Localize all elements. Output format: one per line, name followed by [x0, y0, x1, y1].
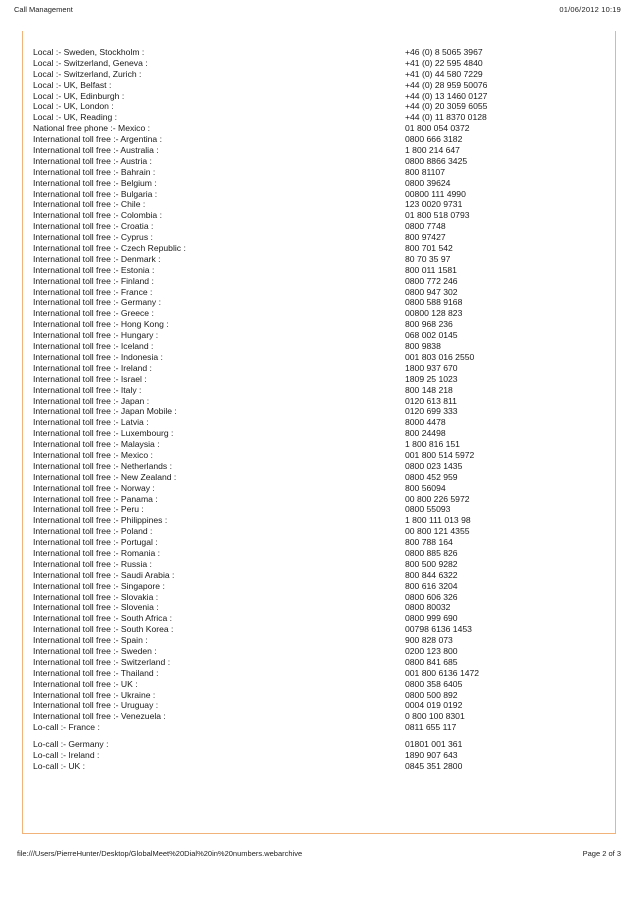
footer-page-number: Page 2 of 3	[582, 849, 621, 858]
list-item	[33, 123, 613, 134]
entry-label: International toll free :- Ireland :	[33, 362, 152, 373]
list-item	[33, 167, 613, 178]
entry-number: 1 800 111 013 98	[405, 515, 471, 526]
entry-number: 800 968 236	[405, 319, 453, 330]
list-item	[33, 221, 613, 232]
entry-number: 00798 6136 1453	[405, 624, 472, 635]
entry-number: 0811 655 117	[405, 722, 457, 733]
list-item	[33, 602, 613, 613]
entry-number: 1800 937 670	[405, 362, 458, 373]
entry-number: 01801 001 361	[405, 739, 463, 750]
entry-number: 800 844 6322	[405, 569, 458, 580]
entry-number: 0800 606 326	[405, 591, 458, 602]
entry-number: 0800 452 959	[405, 471, 458, 482]
entry-label: International toll free :- Italy :	[33, 384, 142, 395]
entry-label: International toll free :- Uruguay :	[33, 700, 159, 711]
entry-label: International toll free :- Venezuela :	[33, 711, 166, 722]
list-item	[33, 472, 613, 483]
list-item	[33, 494, 613, 505]
entry-label: International toll free :- Austria :	[33, 155, 152, 166]
list-item	[33, 80, 613, 91]
entry-label: International toll free :- Denmark :	[33, 253, 161, 264]
entry-label: International toll free :- Peru :	[33, 504, 144, 515]
header-datetime: 01/06/2012 10:19	[559, 5, 621, 14]
entry-label: Local :- Switzerland, Zurich :	[33, 68, 142, 79]
list-item	[33, 450, 613, 461]
list-item	[33, 189, 613, 200]
list-item	[33, 199, 613, 210]
entry-label: International toll free :- Thailand :	[33, 667, 159, 678]
entry-number: +41 (0) 22 595 4840	[405, 57, 483, 68]
entry-label: International toll free :- Croatia :	[33, 221, 154, 232]
entry-label: International toll free :- UK :	[33, 678, 138, 689]
entry-label: International toll free :- Poland :	[33, 526, 153, 537]
entry-label: International toll free :- Bulgaria :	[33, 188, 158, 199]
entry-number: 800 011 1581	[405, 264, 457, 275]
entry-number: 0004 019 0192	[405, 700, 463, 711]
dial-in-list	[33, 47, 613, 772]
list-item	[33, 232, 613, 243]
entry-number: 00800 128 823	[405, 308, 463, 319]
list-item	[33, 581, 613, 592]
entry-label: Local :- UK, Reading :	[33, 112, 118, 123]
entry-label: International toll free :- Bahrain :	[33, 166, 156, 177]
list-item	[33, 341, 613, 352]
entry-label: Lo-call :- UK :	[33, 760, 86, 771]
list-item	[33, 417, 613, 428]
entry-label: Lo-call :- France :	[33, 722, 100, 733]
entry-label: International toll free :- Ukraine :	[33, 689, 156, 700]
entry-label: Lo-call :- Germany :	[33, 739, 109, 750]
list-item	[33, 352, 613, 363]
entry-number: 0120 699 333	[405, 406, 458, 417]
entry-label: International toll free :- Colombia :	[33, 210, 162, 221]
entry-number: 0800 39624	[405, 177, 451, 188]
list-item	[33, 210, 613, 221]
entry-number: 800 97427	[405, 232, 446, 243]
list-item	[33, 330, 613, 341]
entry-label: International toll free :- Romania :	[33, 547, 161, 558]
entry-label: International toll free :- Singapore :	[33, 580, 165, 591]
list-item	[33, 537, 613, 548]
entry-number: 800 56094	[405, 482, 446, 493]
list-item	[33, 297, 613, 308]
entry-number: 0800 772 246	[405, 275, 458, 286]
entry-number: 8000 4478	[405, 417, 446, 428]
list-item	[33, 570, 613, 581]
entry-number: +46 (0) 8 5065 3967	[405, 47, 483, 57]
list-item	[33, 156, 613, 167]
list-item	[33, 47, 613, 58]
header-title: Call Management	[14, 5, 73, 14]
entry-number: 01 800 054 0372	[405, 123, 470, 134]
entry-number: 00 800 226 5972	[405, 493, 470, 504]
list-item	[33, 145, 613, 156]
entry-number: +44 (0) 11 8370 0128	[405, 112, 487, 123]
entry-number: 800 24498	[405, 428, 446, 439]
list-item	[33, 91, 613, 102]
entry-number: 0200 123 800	[405, 645, 458, 656]
entry-label: International toll free :- Japan :	[33, 395, 150, 406]
list-item	[33, 243, 613, 254]
entry-number: 0800 8866 3425	[405, 155, 468, 166]
entry-number: 0800 500 892	[405, 689, 458, 700]
entry-number: 800 81107	[405, 166, 445, 177]
entry-number: 0800 885 826	[405, 547, 458, 558]
entry-label: International toll free :- France :	[33, 286, 153, 297]
entry-label: International toll free :- Greece :	[33, 308, 154, 319]
entry-number: 1 800 816 151	[405, 439, 460, 450]
entry-label: International toll free :- Russia :	[33, 558, 152, 569]
entry-label: International toll free :- South Korea :	[33, 624, 174, 635]
list-item	[33, 178, 613, 189]
entry-label: International toll free :- Portugal :	[33, 537, 158, 548]
entry-number: +44 (0) 28 959 50076	[405, 79, 488, 90]
list-item	[33, 406, 613, 417]
entry-number: 80 70 35 97	[405, 253, 451, 264]
entry-label: International toll free :- Japan Mobile :	[33, 406, 177, 417]
entry-number: 068 002 0145	[405, 330, 458, 341]
entry-label: International toll free :- Latvia :	[33, 417, 149, 428]
entry-number: 0800 358 6405	[405, 678, 463, 689]
entry-label: International toll free :- Cyprus :	[33, 232, 153, 243]
list-item	[33, 526, 613, 537]
entry-label: International toll free :- Hong Kong :	[33, 319, 169, 330]
list-item	[33, 690, 613, 701]
entry-label: Local :- Switzerland, Geneva :	[33, 57, 148, 68]
list-item	[33, 613, 613, 624]
entry-label: International toll free :- Iceland :	[33, 341, 154, 352]
list-item	[33, 287, 613, 298]
list-item	[33, 739, 613, 750]
entry-label: International toll free :- Israel :	[33, 373, 147, 384]
entry-label: International toll free :- Spain :	[33, 635, 148, 646]
entry-label: International toll free :- Finland :	[33, 275, 154, 286]
entry-number: 00800 111 4990	[405, 188, 466, 199]
entry-number: 800 788 164	[405, 537, 453, 548]
list-item	[33, 635, 613, 646]
entry-label: Local :- UK, Belfast :	[33, 79, 112, 90]
entry-label: Local :- Sweden, Stockholm :	[33, 47, 145, 57]
list-item	[33, 396, 613, 407]
entry-number: 800 701 542	[405, 243, 453, 254]
entry-number: 0800 999 690	[405, 613, 458, 624]
entry-number: 800 616 3204	[405, 580, 458, 591]
entry-number: 0800 023 1435	[405, 460, 463, 471]
list-item	[33, 761, 613, 772]
list-item	[33, 101, 613, 112]
entry-number: 0 800 100 8301	[405, 711, 465, 722]
entry-number: +44 (0) 13 1460 0127	[405, 90, 488, 101]
footer-path: file:///Users/PierreHunter/Desktop/GlobalMeet%20Dial%20in%20numbers.webarchive	[17, 849, 303, 858]
list-item	[33, 112, 613, 123]
entry-label: International toll free :- Mexico :	[33, 449, 153, 460]
entry-number: 800 500 9282	[405, 558, 458, 569]
entry-number: 1809 25 1023	[405, 373, 458, 384]
entry-number: 0800 841 685	[405, 656, 458, 667]
entry-number: 0800 666 3182	[405, 134, 463, 145]
list-item	[33, 592, 613, 603]
entry-label: International toll free :- Germany :	[33, 297, 162, 308]
entry-number: 00 800 121 4355	[405, 526, 470, 537]
entry-number: 001 800 514 5972	[405, 449, 475, 460]
list-item	[33, 515, 613, 526]
entry-label: International toll free :- Luxembourg :	[33, 428, 174, 439]
entry-label: International toll free :- Australia :	[33, 145, 159, 156]
list-item	[33, 624, 613, 635]
entry-label: Lo-call :- Ireland :	[33, 750, 100, 760]
list-item	[33, 461, 613, 472]
entry-number: 01 800 518 0793	[405, 210, 470, 221]
entry-label: International toll free :- New Zealand :	[33, 471, 177, 482]
entry-label: International toll free :- Malaysia :	[33, 439, 160, 450]
entry-number: 900 828 073	[405, 635, 453, 646]
entry-number: 0800 80032	[405, 602, 451, 613]
entry-label: International toll free :- Hungary :	[33, 330, 159, 341]
entry-label: International toll free :- Estonia :	[33, 264, 155, 275]
entry-label: International toll free :- Philippines :	[33, 515, 168, 526]
entry-number: 0800 588 9168	[405, 297, 463, 308]
entry-label: International toll free :- Czech Republic :	[33, 243, 186, 254]
list-item	[33, 385, 613, 396]
entry-number: 0800 55093	[405, 504, 451, 515]
list-item	[33, 265, 613, 276]
entry-label: International toll free :- Chile :	[33, 199, 146, 210]
list-item	[33, 254, 613, 265]
list-item	[33, 363, 613, 374]
list-item	[33, 700, 613, 711]
entry-label: International toll free :- Norway :	[33, 482, 155, 493]
list-item	[33, 679, 613, 690]
list-item	[33, 668, 613, 679]
entry-number: 1890 907 643	[405, 750, 458, 760]
entry-number: 123 0020 9731	[405, 199, 463, 210]
list-item	[33, 319, 613, 330]
entry-label: International toll free :- Panama :	[33, 493, 158, 504]
entry-label: National free phone :- Mexico :	[33, 123, 151, 134]
list-item	[33, 504, 613, 515]
entry-number: +41 (0) 44 580 7229	[405, 68, 483, 79]
list-item	[33, 548, 613, 559]
entry-label: International toll free :- Sweden :	[33, 645, 157, 656]
list-item	[33, 134, 613, 145]
list-item	[33, 711, 613, 722]
entry-number: +44 (0) 20 3059 6055	[405, 101, 488, 112]
list-item	[33, 646, 613, 657]
entry-number: 800 148 218	[405, 384, 453, 395]
list-item	[33, 428, 613, 439]
list-item	[33, 276, 613, 287]
list-item	[33, 308, 613, 319]
entry-number: 001 803 016 2550	[405, 351, 475, 362]
entry-label: International toll free :- Netherlands :	[33, 460, 173, 471]
entry-label: International toll free :- Belgium :	[33, 177, 157, 188]
entry-label: International toll free :- Slovenia :	[33, 602, 159, 613]
entry-label: International toll free :- Switzerland :	[33, 656, 171, 667]
entry-label: Local :- UK, Edinburgh :	[33, 90, 125, 101]
entry-number: 0800 7748	[405, 221, 446, 232]
list-item	[33, 483, 613, 494]
entry-label: International toll free :- Saudi Arabia :	[33, 569, 175, 580]
entry-number: 0120 613 811	[405, 395, 457, 406]
entry-label: Local :- UK, London :	[33, 101, 114, 112]
entry-number: 001 800 6136 1472	[405, 667, 480, 678]
entry-number: 0845 351 2800	[405, 760, 463, 771]
list-item	[33, 374, 613, 385]
entry-number: 800 9838	[405, 341, 441, 352]
list-item	[33, 722, 613, 733]
list-item	[33, 69, 613, 80]
entry-label: International toll free :- Argentina :	[33, 134, 162, 145]
entry-number: 0800 947 302	[405, 286, 458, 297]
list-item	[33, 58, 613, 69]
entry-label: International toll free :- Slovakia :	[33, 591, 159, 602]
list-item	[33, 559, 613, 570]
entry-number: 1 800 214 647	[405, 145, 460, 156]
entry-label: International toll free :- South Africa :	[33, 613, 173, 624]
entry-label: International toll free :- Indonesia :	[33, 351, 163, 362]
list-item	[33, 750, 613, 761]
list-item	[33, 439, 613, 450]
list-item	[33, 657, 613, 668]
